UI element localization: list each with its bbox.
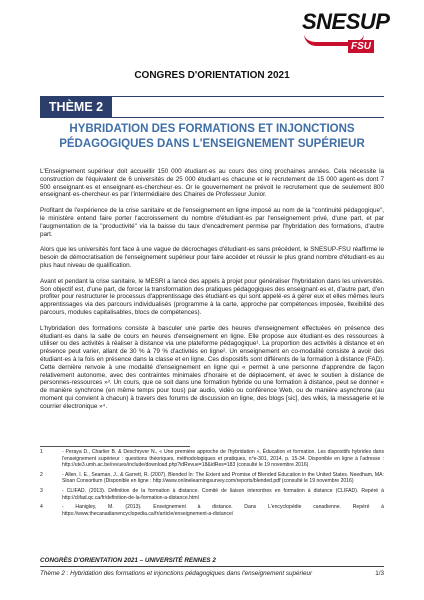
footnote-text: - Allen, I. E., Seaman, J., & Garrett, R. (2007). Blended In: The Extent and Promise of Blended Education in the United States. Needham, MA: Sloan Consortium (Disponible en ligne : http://www.onlinelearningsurvey.com/reports/blended.pdf (consulté le 19 novembre 2016)	[62, 471, 384, 485]
footnote-number: 4	[40, 504, 43, 511]
footnotes	[40, 449, 384, 520]
footnote	[40, 488, 384, 501]
footer-title: Thème 2 : Hybridation des formations et injonctions pédagogiques dans l'enseignement supérieur	[40, 570, 313, 577]
title-line-2: PÉDAGOGIQUES DANS L'ENSEIGNEMENT SUPÉRIEUR	[59, 138, 365, 150]
footnote	[40, 472, 384, 485]
footer-rule	[40, 566, 384, 567]
footnote-text: - CLIFAD. (2013). Définition de la formation à distance. Comité de liaison interordres en formation à distance (CLIFAD). Repéré à http://clifad.qc.ca/fr/definition-de-la-formation-a-distance.html	[62, 487, 384, 501]
footnote	[40, 449, 384, 469]
footnote-separator	[40, 446, 190, 447]
page-number: 1/3	[375, 570, 384, 577]
paragraph: Profitant de l'expérience de la crise sanitaire et de l'enseignement en ligne imposé au nom de la "continuité pédagogique", le ministère entend faire porter l'accroissement du nombre d'étudiant·es par l'enseignement privé, d'une part, et par l'augmentation de la "productivité" via la baisse du taux d'encadrement permise par l'hybridation des formations, d'autre part.	[40, 207, 384, 238]
paragraph: Avant et pendant la crise sanitaire, le MESRI a lancé des appels à projet pour généraliser l'hybridation dans les universités. Son objectif est, d'une part, de forcer la transformation des pratiques pédagogiques des enseignant·es et, d'autre part, d'en profiter pour restructurer le processus d'apprentissage des étudiant·es qui sont appelé·es à gérer eux et elles mêmes leurs apprentissages via des parcours individualisés (programme à la carte, approche par compétences imposée, flexibilité des parcours, modules capitalisables, blocs de compétences).	[40, 277, 384, 316]
footer-congress: CONGRÈS D'ORIENTATION 2021 – UNIVERSITÉ RENNES 2	[40, 557, 216, 564]
paragraph: L'Enseignement supérieur doit accueillir 150 000 étudiant·es au cours des cinq prochaines années. Cela nécessite la construction de l'équivalent de 6 universités de 25 000 étudiant·es chacune et le recrutement de 15 000 agent·es dont 7 500 enseignant·es et enseignant·es-chercheur·es. Or le gouvernement ne prévoit le recrutement que de seulement 800 enseignant·es-chercheur·es par l'intermédiaire des Chaires de Professeur Junior.	[40, 168, 384, 199]
logo-fsu-badge: FSU	[348, 40, 374, 53]
footnote-number: 1	[40, 449, 43, 455]
paragraph: Alors que les universités font face à une vague de décrochages d'étudiant·es sans précédent, le SNESUP-FSU réaffirme le besoin de démocratisation de l'enseignement supérieur pour faire accéder et réussir le plus grand nombre d'étudiant·es au plus haut niveau de qualification.	[40, 246, 384, 269]
congress-header: CONGRES D'ORIENTATION 2021	[134, 70, 290, 81]
theme-label: THÈME 2	[40, 97, 112, 117]
footnote-number: 3	[40, 487, 43, 494]
footnote	[40, 504, 384, 517]
footnote-number: 2	[40, 471, 43, 478]
snesup-fsu-logo	[302, 9, 390, 60]
footnote-text: - Peraya D., Charlier B. & Deschryver N., « Une première approche de l'hybridation », Éducation et formation. Les dispositifs hybrides dans l'enseignement supérieur : questions théoriques, méthodologiques et pratiques, n°e-301, 2014, p. 15-34. Disponible en ligne à l'adresse : http://ute3.umh.ac.be/revues/include/download.php?idRevue=18&idRes=183 (consulté le 19 novembre 2016)	[62, 449, 384, 469]
document-title	[40, 122, 384, 152]
document-body	[40, 168, 384, 419]
paragraph: L'hybridation des formations consiste à basculer une partie des heures d'enseignement effectuées en présence des étudiant·es dans la salle de cours en heures d'enseignement en ligne. Elle propose aux étudiant·es des ressources à utiliser ou des activités à réaliser à distance via une plateforme pédagogique¹. La proportion des activités à distance et en présence peut varier, allant de 30 % à 79 % d'activités en ligne². Un enseignement en co-modalité consiste à avoir des étudiant·es à la fois en présence dans la classe et en ligne. Ces dispositifs sont différents de la formation à distance (FAD). Cette dernière renvoie à une modalité d'enseignement en ligne qui « permet à une personne d'apprendre de façon relativement autonome, avec des contraintes minimales d'horaire et de déplacement, et avec le soutien à distance de personnes-ressources »³. Un cours, que ce soit dans une formation hybride ou une formation à distance, peut se donner « de manière synchrone (en même temps pour tous) par audio, vidéo ou conférence Web, ou de manière asynchrone (au moment qui convient à chacun) à travers des forums de discussion en ligne, des blogs [sic], des wikis, la messagerie et le courrier électronique »⁴.	[40, 324, 384, 410]
logo-word: SNESUP	[302, 9, 390, 34]
theme-bottom-rule	[40, 117, 384, 118]
title-line-1: HYBRIDATION DES FORMATIONS ET INJONCTIONS	[69, 123, 355, 135]
footnote-text: - Hanigley, M. (2013). Enseignement à distance. Dans L'encyclopédie canadienne. Repéré à https://www.thecanadianencyclopedia.ca/fr/article/enseignement-a-distance/	[62, 504, 384, 517]
